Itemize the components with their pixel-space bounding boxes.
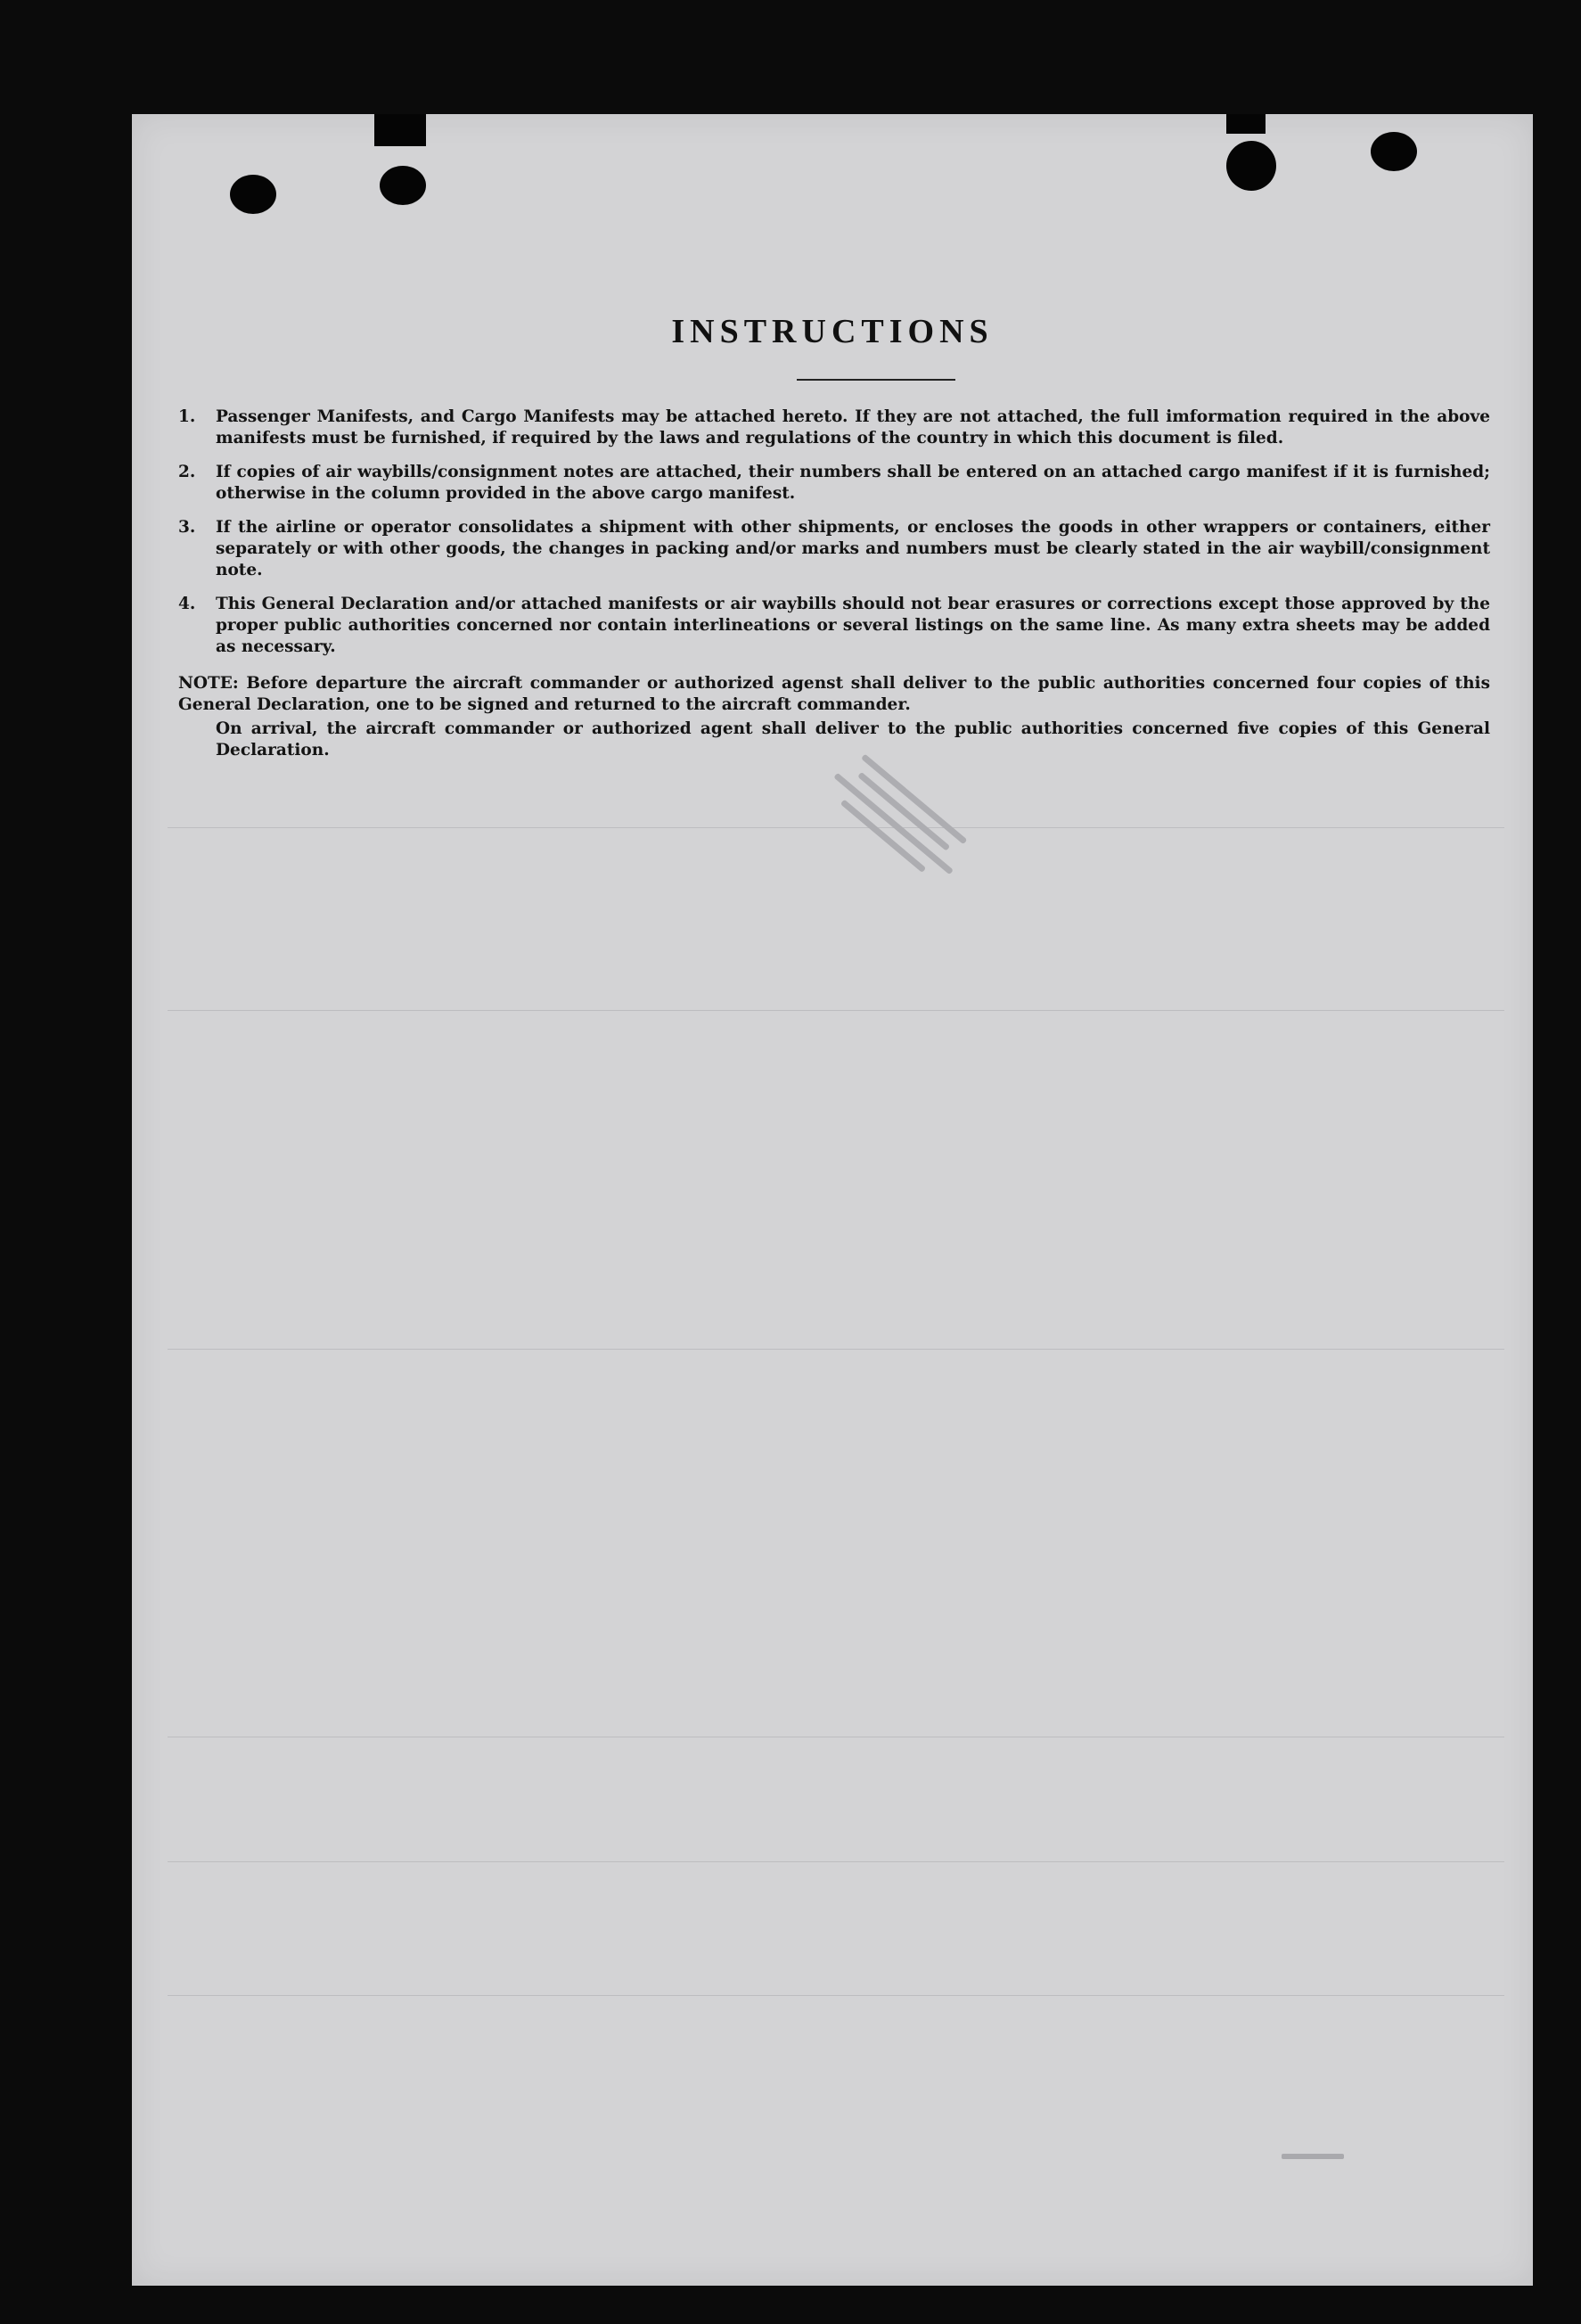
instructions-list	[178, 406, 1490, 670]
note-departure-text: Before departure the aircraft commander or authorized agenst shall deliver to the public authorities concerned four copies of this General Declaration, one to be signed and returned to the aircraft commander.	[178, 674, 1490, 714]
item-number: 3.	[178, 518, 196, 537]
form-number-smudge	[1282, 2151, 1344, 2164]
item-text: This General Declaration and/or attached manifests or air waybills should not bear erasures or corrections except those approved by the proper public authorities concerned nor contain interlineations or several listings on the same line. As many extra sheets may be added as necessary.	[216, 595, 1490, 656]
punch-hole-1	[230, 175, 276, 214]
page-title: INSTRUCTIONS	[671, 313, 994, 350]
form-number-mark	[1282, 2151, 1344, 2162]
binding-tab-right	[1226, 114, 1266, 134]
punch-hole-4	[1371, 132, 1417, 171]
item-text: If the airline or operator consolidates a shipment with other shipments, or encloses the goods in other wrappers or containers, either separately or with other goods, the changes in packing and/or marks and numbers must be clearly stated in the air waybill/consignment note.	[216, 518, 1490, 579]
note-label: NOTE:	[178, 674, 239, 693]
item-text: Passenger Manifests, and Cargo Manifests may be attached hereto. If they are not attached, the full imformation required in the above manifests must be furnished, if required by the laws and regulations of the country in which this document is filed.	[216, 407, 1490, 448]
bleed-line	[168, 1349, 1504, 1350]
document-page	[132, 114, 1533, 2286]
punch-hole-3	[1226, 141, 1276, 191]
instruction-item	[178, 406, 1490, 449]
instruction-item	[178, 594, 1490, 658]
note-arrival: On arrival, the aircraft commander or authorized agent shall deliver to the public authorities concerned five copies of this General Declaration.	[216, 719, 1490, 760]
item-number: 4.	[178, 595, 196, 613]
instruction-item	[178, 517, 1490, 581]
note-departure	[178, 673, 1490, 716]
faded-stamp	[807, 743, 992, 917]
item-text: If copies of air waybills/consignment notes are attached, their numbers shall be entered on an attached cargo manifest if it is furnished; otherwise in the column provided in the above cargo manifest.	[216, 463, 1490, 503]
note-block	[178, 673, 1490, 761]
stamp-mark	[811, 743, 992, 913]
binding-tab-left	[374, 114, 426, 146]
bleed-line	[168, 1861, 1504, 1862]
punch-hole-2	[380, 166, 426, 205]
item-number: 2.	[178, 463, 196, 481]
item-number: 1.	[178, 407, 196, 426]
bleed-line	[168, 1995, 1504, 1996]
bleed-line	[168, 1010, 1504, 1011]
instruction-item	[178, 462, 1490, 505]
title-underline	[797, 379, 955, 381]
